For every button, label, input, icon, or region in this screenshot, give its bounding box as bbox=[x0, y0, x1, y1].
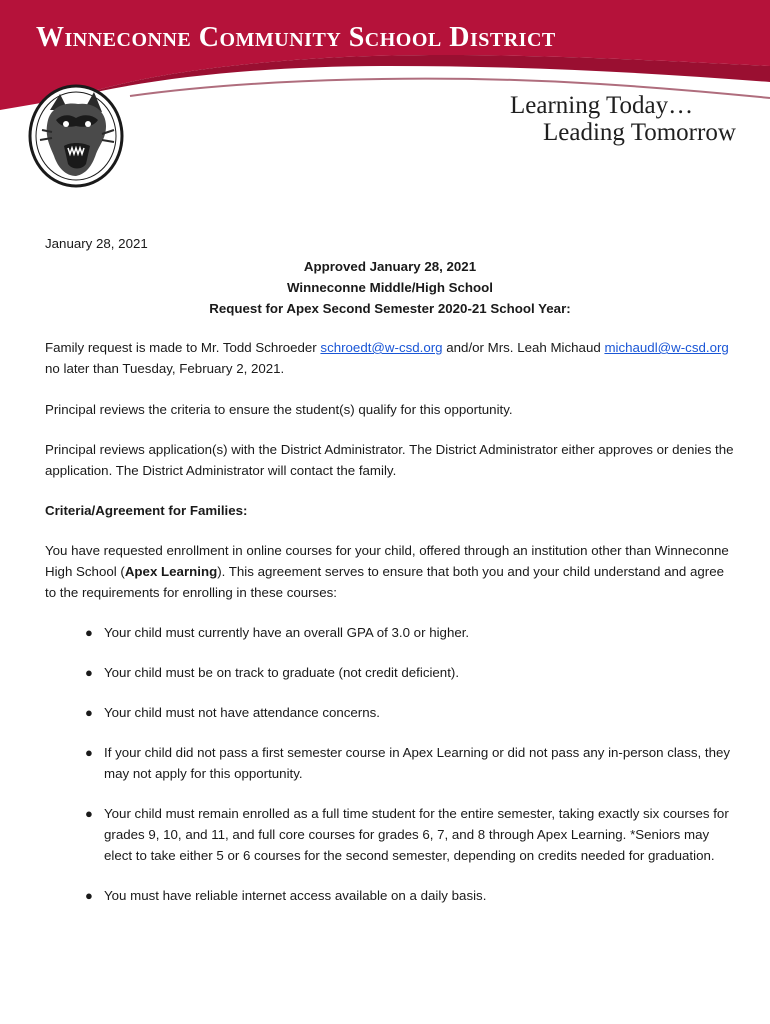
letter-body bbox=[45, 233, 735, 925]
criterion-text: You must have reliable internet access available on a daily basis. bbox=[104, 888, 487, 903]
list-item bbox=[45, 742, 735, 784]
intro-prefix: You have requested enrollment in online courses for your child, offered through an institution other than Winneconne High School ( bbox=[45, 543, 729, 579]
criterion-text: Your child must not have attendance concerns. bbox=[104, 705, 380, 720]
bullet-icon: ● bbox=[85, 705, 93, 720]
letter-heading bbox=[45, 256, 735, 319]
criteria-heading: Criteria/Agreement for Families: bbox=[45, 503, 248, 518]
tagline bbox=[510, 92, 736, 146]
bullet-icon: ● bbox=[85, 888, 93, 903]
wolf-mascot-icon bbox=[26, 80, 126, 190]
email-link-schroeder[interactable]: schroedt@w-csd.org bbox=[320, 340, 443, 355]
heading-line3: Request for Apex Second Semester 2020-21 School Year: bbox=[209, 301, 571, 316]
district-name: Winneconne Community School District bbox=[36, 22, 556, 53]
principal-application-paragraph: Principal reviews application(s) with the District Administrator. The District Administrator either approves or denies the application. The District Administrator will contact the family. bbox=[45, 442, 734, 478]
request-middle: and/or Mrs. Leah Michaud bbox=[442, 340, 605, 355]
tagline-line2: Leading Tomorrow bbox=[543, 119, 736, 146]
list-item bbox=[45, 803, 735, 866]
request-paragraph bbox=[45, 337, 735, 379]
criterion-text: Your child must currently have an overall GPA of 3.0 or higher. bbox=[104, 625, 470, 640]
heading-line2: Winneconne Middle/High School bbox=[287, 280, 493, 295]
list-item bbox=[45, 622, 735, 643]
criteria-list bbox=[45, 622, 735, 906]
intro-paragraph bbox=[45, 540, 735, 603]
bullet-icon: ● bbox=[85, 806, 93, 821]
tagline-line1: Learning Today… bbox=[510, 92, 694, 119]
bullet-icon: ● bbox=[85, 665, 93, 680]
list-item bbox=[45, 662, 735, 683]
email-link-michaud[interactable]: michaudl@w-csd.org bbox=[604, 340, 729, 355]
request-suffix: no later than Tuesday, February 2, 2021. bbox=[45, 361, 285, 376]
request-prefix: Family request is made to Mr. Todd Schroeder bbox=[45, 340, 321, 355]
bullet-icon: ● bbox=[85, 745, 93, 760]
principal-criteria-paragraph: Principal reviews the criteria to ensure the student(s) qualify for this opportunity. bbox=[45, 402, 513, 417]
letterhead bbox=[0, 0, 770, 200]
intro-suffix: ). This agreement serves to ensure that both you and your child understand and agree to the requirements for enrolling in these courses: bbox=[45, 564, 725, 600]
intro-bold: Apex Learning bbox=[124, 564, 218, 579]
bullet-icon: ● bbox=[85, 625, 93, 640]
criterion-text: Your child must remain enrolled as a full time student for the entire semester, taking exactly six courses for grades 9, 10, and 11, and full core courses for grades 6, 7, and 8 through Apex Learning. *Seniors may elect to take either 5 or 6 courses for the second semester, depending on credits needed for graduation. bbox=[104, 806, 729, 863]
criterion-text: If your child did not pass a first semester course in Apex Learning or did not pass any in-person class, they may not apply for this opportunity. bbox=[104, 745, 731, 781]
list-item bbox=[45, 885, 735, 906]
heading-line1: Approved January 28, 2021 bbox=[303, 259, 477, 274]
criterion-text: Your child must be on track to graduate (not credit deficient). bbox=[104, 665, 460, 680]
list-item bbox=[45, 702, 735, 723]
letter-date: January 28, 2021 bbox=[45, 236, 148, 251]
